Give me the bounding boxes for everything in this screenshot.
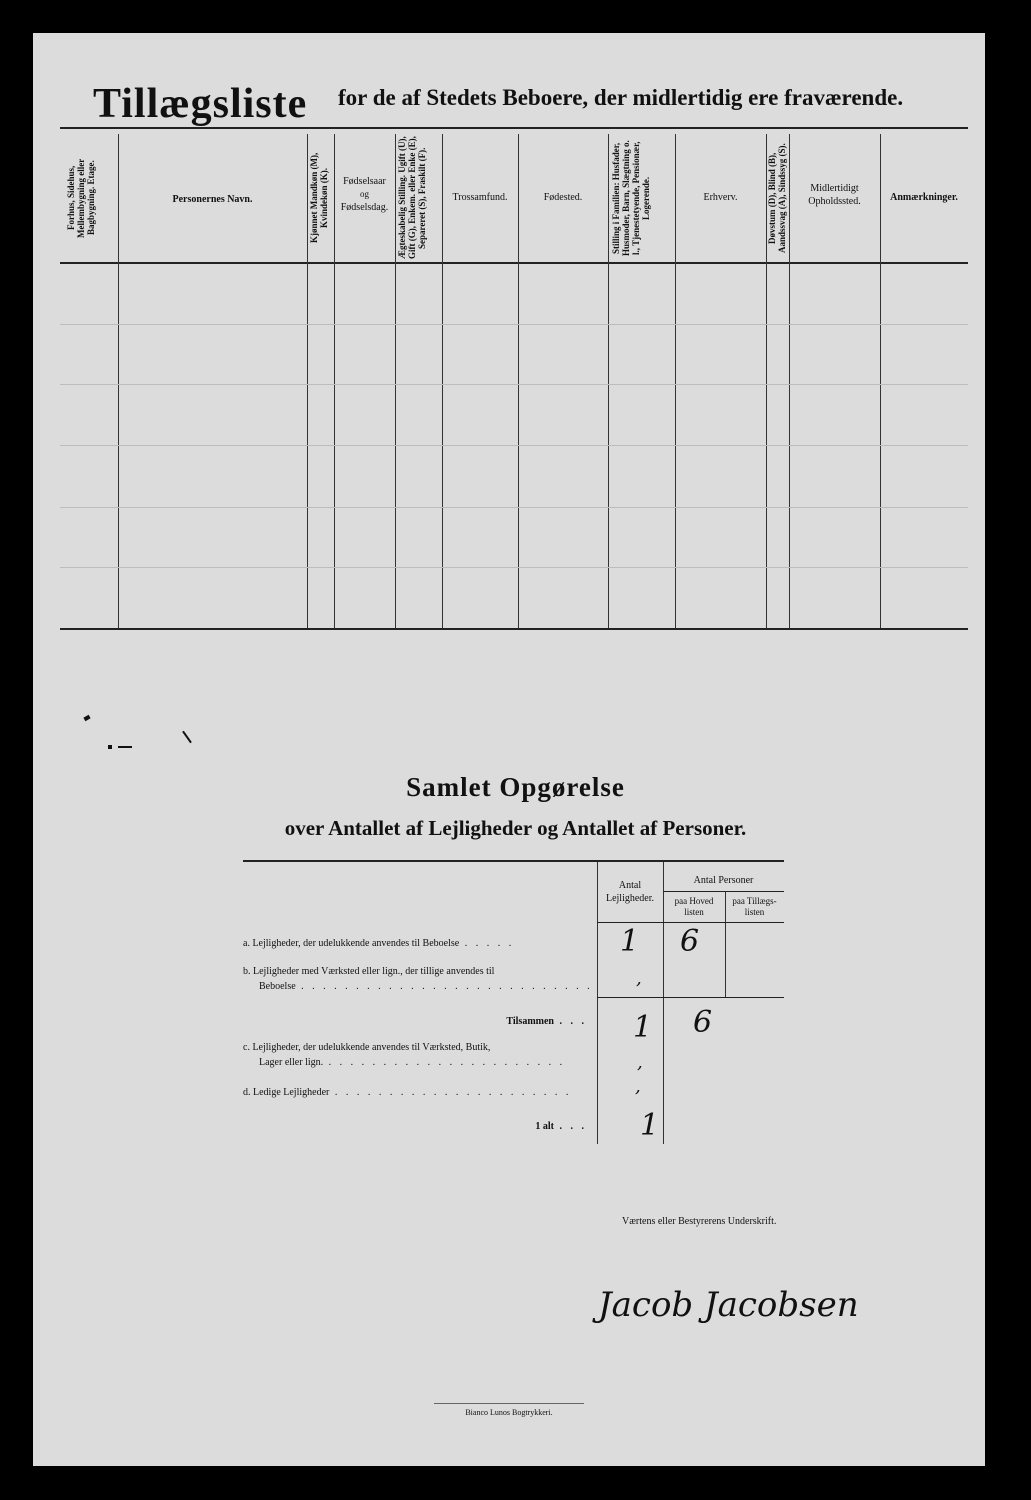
value-a-persons: 6	[680, 924, 700, 959]
col-header-names: Personernes Navn.	[172, 194, 253, 205]
supp-line2: listen	[744, 907, 765, 917]
temp-line2: Opholdssted.	[808, 196, 861, 207]
col-divider	[608, 134, 609, 628]
row-c-line2-wrap: Lager eller lign. . . . . . . . . . . . . . . . . . . . . . .	[259, 1057, 566, 1068]
col-divider	[675, 134, 676, 628]
census-sheet	[33, 33, 985, 1466]
row-line	[60, 567, 968, 568]
summary-row-a: a. Lejligheder, der udelukkende anvendes til Beboelse . . . . .	[243, 938, 515, 949]
col-header-sex: Kjønnet Mandkøn (M), Kvindekøn (K).	[309, 152, 329, 244]
temp-line1: Midlertidigt	[810, 183, 859, 194]
form-subtitle-text: for de af Stedets Beboere, der midlertidig ere	[338, 85, 779, 110]
ink-mark	[118, 746, 132, 748]
row-c-line2: Lager eller lign.	[259, 1057, 324, 1068]
table-header-rule	[60, 262, 968, 264]
row-all-label: 1 alt	[535, 1121, 554, 1132]
summary-row-d: d. Ledige Lejligheder . . . . . . . . . . . . . . . . . . . . . .	[243, 1087, 572, 1098]
row-c-line1: c. Lejligheder, der udelukkende anvendes til Værksted, Butik,	[243, 1042, 491, 1053]
col-divider	[307, 134, 308, 628]
col-header-birthplace: Fødested.	[543, 192, 583, 203]
summary-title: Samlet Opgørelse	[406, 772, 625, 802]
row-line	[60, 324, 968, 325]
summary-col-persons: Antal Personer	[693, 875, 754, 886]
summary-row-b	[243, 964, 593, 994]
signature-label: Værtens eller Bestyrerens Underskrift.	[622, 1216, 777, 1227]
col-divider	[395, 134, 396, 628]
col-divider	[442, 134, 443, 628]
ink-mark	[108, 745, 112, 749]
summary-row-total: Tilsammen . . .	[506, 1016, 587, 1027]
form-title: Tillægsliste	[93, 81, 308, 127]
value-d-apartments: ,	[635, 1076, 641, 1097]
main-line1: paa Hoved	[674, 896, 714, 906]
summary-subtotal-rule	[597, 997, 784, 998]
value-c-apartments: ,	[637, 1052, 643, 1073]
table-top-rule	[60, 127, 968, 129]
col-header-birth	[334, 175, 395, 214]
printer-rule	[434, 1403, 584, 1404]
printer-imprint: Bianco Lunos Bogtrykkeri.	[465, 1408, 553, 1417]
col-header-family-position: Stilling i Familien: Husfader, Husmoder, Barn, Slægtning o. l., Tjenestetyende, Pensionær, Logerende.	[611, 140, 651, 256]
form-subtitle	[338, 85, 903, 111]
row-b-line2: Beboelse	[259, 981, 296, 992]
row-line	[60, 445, 968, 446]
row-line	[60, 384, 968, 385]
col-divider	[518, 134, 519, 628]
main-line2: listen	[684, 907, 704, 917]
form-subtitle-bold: fraværende.	[784, 85, 904, 110]
value-b-apartments: ,	[636, 968, 642, 989]
table-bottom-rule	[60, 628, 968, 630]
col-header-remarks: Anmærkninger.	[890, 192, 958, 203]
value-all-apartments: 1	[640, 1108, 660, 1143]
summary-col-apartments	[597, 879, 663, 905]
value-total-persons: 6	[693, 1005, 713, 1040]
summary-subtitle: over Antallet af Lejligheder og Antallet af Personer.	[284, 816, 747, 840]
summary-row-c	[243, 1040, 593, 1070]
birth-line2: og	[360, 189, 369, 199]
signature: Jacob Jacobsen	[598, 1285, 859, 1325]
col-divider	[118, 134, 119, 628]
row-b-line2-wrap: Beboelse . . . . . . . . . . . . . . . . . . . . . . . . . . .	[259, 981, 593, 992]
col-header-marital: Ægteskabelig Stilling. Ugift (U), Gift (G), Enkem. eller Enke (E), Separeret (S), Fraskilt (F).	[397, 136, 427, 260]
row-d-label: d. Ledige Lejligheder	[243, 1087, 330, 1098]
col-header-building: Forhus, Sidehus, Mellembygning eller Bagbygning. Etage.	[66, 158, 96, 238]
col-header-faith: Trossamfund.	[452, 192, 508, 203]
col-divider	[789, 134, 790, 628]
birth-line1: Fødselsaar	[343, 176, 386, 187]
supp-line1: paa Tillægs-	[732, 896, 777, 906]
col-header-occupation: Erhverv.	[703, 192, 738, 203]
summary-row-all: 1 alt . . .	[535, 1121, 587, 1132]
col-divider	[880, 134, 881, 628]
birth-line3: Fødselsdag.	[340, 202, 389, 213]
col-header-disability: Døvstum (D), Blind (B), Aandssvag (A), Sindssyg (S).	[767, 143, 787, 253]
apts-line2: Lejligheder.	[605, 893, 655, 904]
row-line	[60, 507, 968, 508]
summary-subrule	[663, 891, 784, 892]
row-b-line1: b. Lejligheder med Værksted eller lign., der tillige anvendes til	[243, 966, 495, 977]
summary-col-main	[663, 896, 725, 918]
value-total-apartments: 1	[633, 1010, 653, 1045]
summary-col-supplement	[725, 896, 784, 918]
row-a-label: a. Lejligheder, der udelukkende anvendes til Beboelse	[243, 938, 460, 949]
summary-header-rule	[597, 922, 784, 923]
value-a-apartments: 1	[620, 924, 640, 959]
apts-line1: Antal	[618, 880, 642, 891]
summary-top-rule	[243, 860, 784, 862]
col-header-temp-residence	[789, 182, 880, 208]
row-total-label: Tilsammen	[506, 1016, 554, 1027]
